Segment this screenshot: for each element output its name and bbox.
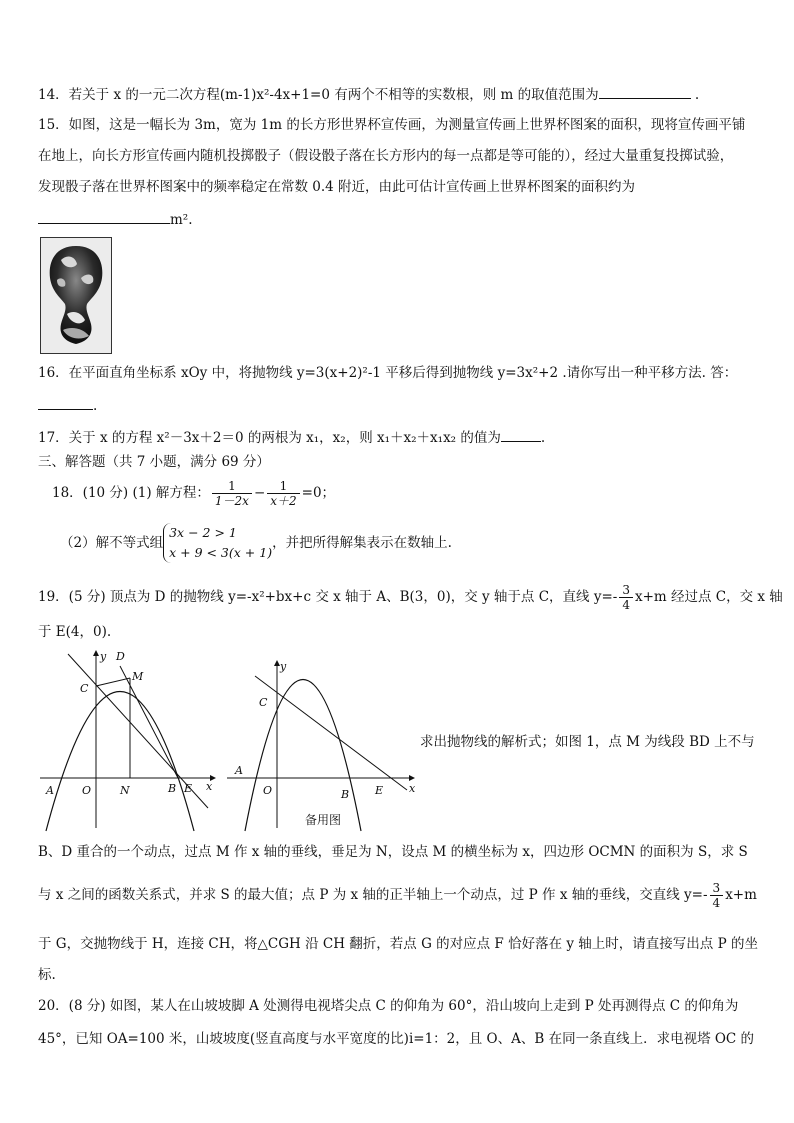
q17-end: . <box>540 430 546 446</box>
q19-line6: 标. <box>38 967 56 983</box>
q15-unit: m². <box>170 212 193 228</box>
q18-minus: − <box>253 485 266 501</box>
fig2-label-b: B <box>341 788 350 801</box>
fig1-label-e: E <box>184 782 193 795</box>
q19-figure-1 <box>38 648 218 833</box>
fig1-segment-bd <box>120 666 178 778</box>
q16-line1: 16．在平面直角坐标系 xOy 中，将抛物线 y=3(x+2)²-1 平移后得到抛物线 y=3x²+2 .请你写出一种平移方法. 答： <box>38 365 738 381</box>
q18-frac2-den: x＋2 <box>270 493 297 508</box>
fig1-label-o: O <box>82 784 92 797</box>
q18-frac2-num: 1 <box>267 479 299 494</box>
q15-line3: 发现骰子落在世界杯图案中的频率稳定在常数 0.4 附近，由此可估计宣传画上世界杯图案的面积约为 <box>38 179 636 195</box>
fig1-label-x: x <box>206 780 213 793</box>
q18-inequality-system <box>163 523 272 563</box>
q19-line4-frac-num: 3 <box>710 881 724 896</box>
q15-answer-line <box>38 209 193 229</box>
q18-part2-suffix: ，并把所得解集表示在数轴上. <box>272 535 452 551</box>
q18-frac1-den: 1－2x <box>214 493 249 508</box>
trophy-icon <box>41 238 111 353</box>
q18-part1 <box>52 473 335 513</box>
q19-line4-b: x+m <box>725 887 757 903</box>
q19-line1-a: 19．(5 分) 顶点为 D 的抛物线 y=-x²+bx+c 交 x 轴于 A、B(3，0)，交 y 轴于点 C，直线 y= <box>38 589 613 605</box>
q15-answer-blank[interactable] <box>38 209 170 224</box>
q18-fraction-1 <box>212 479 252 508</box>
q17-text: 17．关于 x 的方程 x²－3x＋2＝0 的两根为 x₁，x₂，则 x₁＋x₂＋x₁x₂ 的值为 <box>38 430 501 446</box>
q18-part1-prefix: 18．(10 分) (1) 解方程： <box>52 485 210 501</box>
q20-line2: 45°，已知 OA=100 米，山坡坡度(竖直高度与水平宽度的比)i=1：2，且 O、A、B 在同一条直线上．求电视塔 OC 的 <box>38 1031 755 1047</box>
q19-line1 <box>38 580 783 614</box>
q18-ineq-1: 3x − 2 > 1 <box>169 525 237 540</box>
fig2-x-arrow <box>409 775 415 781</box>
q18-ineq-2: x + 9 < 3(x + 1) <box>169 545 273 560</box>
q19-line4-frac-sign: - <box>702 887 708 903</box>
q14-end: . <box>694 87 700 103</box>
q19-fraction <box>619 583 633 612</box>
fig2-label-x: x <box>409 782 416 795</box>
q19-frac-den: 4 <box>622 597 630 612</box>
q17-answer-blank[interactable] <box>501 427 541 442</box>
q19-line1-b: x+m 经过点 C，交 x 轴 <box>634 589 783 605</box>
q19-frac-sign: - <box>612 589 618 605</box>
q19-line3: B、D 重合的一个动点，过点 M 作 x 轴的垂线，垂足为 N，设点 M 的横坐标为 x，四边形 OCMN 的面积为 S，求 S <box>38 844 748 860</box>
section-3-title: 三、解答题（共 7 小题，满分 69 分） <box>38 454 270 470</box>
fig2-line-ce <box>255 676 407 790</box>
q16-end: . <box>93 398 98 414</box>
q14-text: 14．若关于 x 的一元二次方程(m-1)x²-4x+1=0 有两个不相等的实数根，则 m 的取值范围为 <box>38 87 599 103</box>
fig1-label-b: B <box>168 782 177 795</box>
question-17 <box>38 427 545 447</box>
q20-line1: 20．(8 分) 如图，某人在山坡坡脚 A 处测得电视塔尖点 C 的仰角为 60°，沿山坡向上走到 P 处再测得点 C 的仰角为 <box>38 998 739 1014</box>
world-cup-trophy-figure <box>40 237 112 354</box>
fig2-label-y: y <box>280 660 287 673</box>
q19-frac-num: 3 <box>619 583 633 598</box>
q19-line4-a: 与 x 之间的函数关系式，并求 S 的最大值；点 P 为 x 轴的正半轴上一个动点，过 P 作 x 轴的垂线，交直线 y= <box>38 887 703 903</box>
q14-answer-blank[interactable] <box>599 84 691 99</box>
fig1-y-arrow <box>93 650 99 656</box>
q15-line2: 在地上，向长方形宣传画内随机投掷骰子（假设骰子落在长方形内的每一点都是等可能的），经过大量重复投掷试验， <box>38 148 734 164</box>
q19-line2: 于 E(4，0). <box>38 624 112 640</box>
q18-part2-prefix: （2）解不等式组 <box>60 535 164 551</box>
fig1-segment-cm <box>96 678 130 686</box>
fig2-label-o: O <box>263 784 273 797</box>
q16-answer-blank[interactable] <box>38 395 93 410</box>
fig1-label-d: D <box>116 650 125 663</box>
fig2-label-c: C <box>259 696 268 709</box>
q15-line1: 15．如图，这是一幅长为 3m，宽为 1m 的长方形世界杯宣传画，为测量宣传画上世界杯图案的面积，现将宣传画平铺 <box>38 117 746 133</box>
q19-figure-2 <box>225 658 420 833</box>
fig1-label-n: N <box>120 784 130 797</box>
q16-answer-line <box>38 395 97 415</box>
fig2-label-e: E <box>375 784 384 797</box>
fig1-label-y: y <box>100 650 107 663</box>
q18-part1-suffix: =0； <box>301 485 336 501</box>
fig1-parabola <box>46 692 194 832</box>
fig1-label-m: M <box>132 670 144 683</box>
q19-line4-frac-den: 4 <box>712 895 721 910</box>
q19-line4 <box>38 876 757 914</box>
q19-side-text: 求出抛物线的解析式；如图 1，点 M 为线段 BD 上不与 <box>420 734 755 750</box>
q18-frac1-num: 1 <box>212 479 252 494</box>
fig1-label-a: A <box>46 784 54 797</box>
q19-line5: 于 G，交抛物线于 H，连接 CH，将△CGH 沿 CH 翻折，若点 G 的对应点 F 恰好落在 y 轴上时，请直接写出点 P 的坐 <box>38 936 758 952</box>
q18-fraction-2 <box>267 479 299 508</box>
fig2-label-a: A <box>235 764 243 777</box>
question-14 <box>38 84 699 104</box>
q19-line4-fraction <box>710 881 724 910</box>
q18-part2 <box>60 520 452 566</box>
fig2-caption: 备用图 <box>305 813 342 827</box>
fig1-label-c: C <box>80 682 89 695</box>
